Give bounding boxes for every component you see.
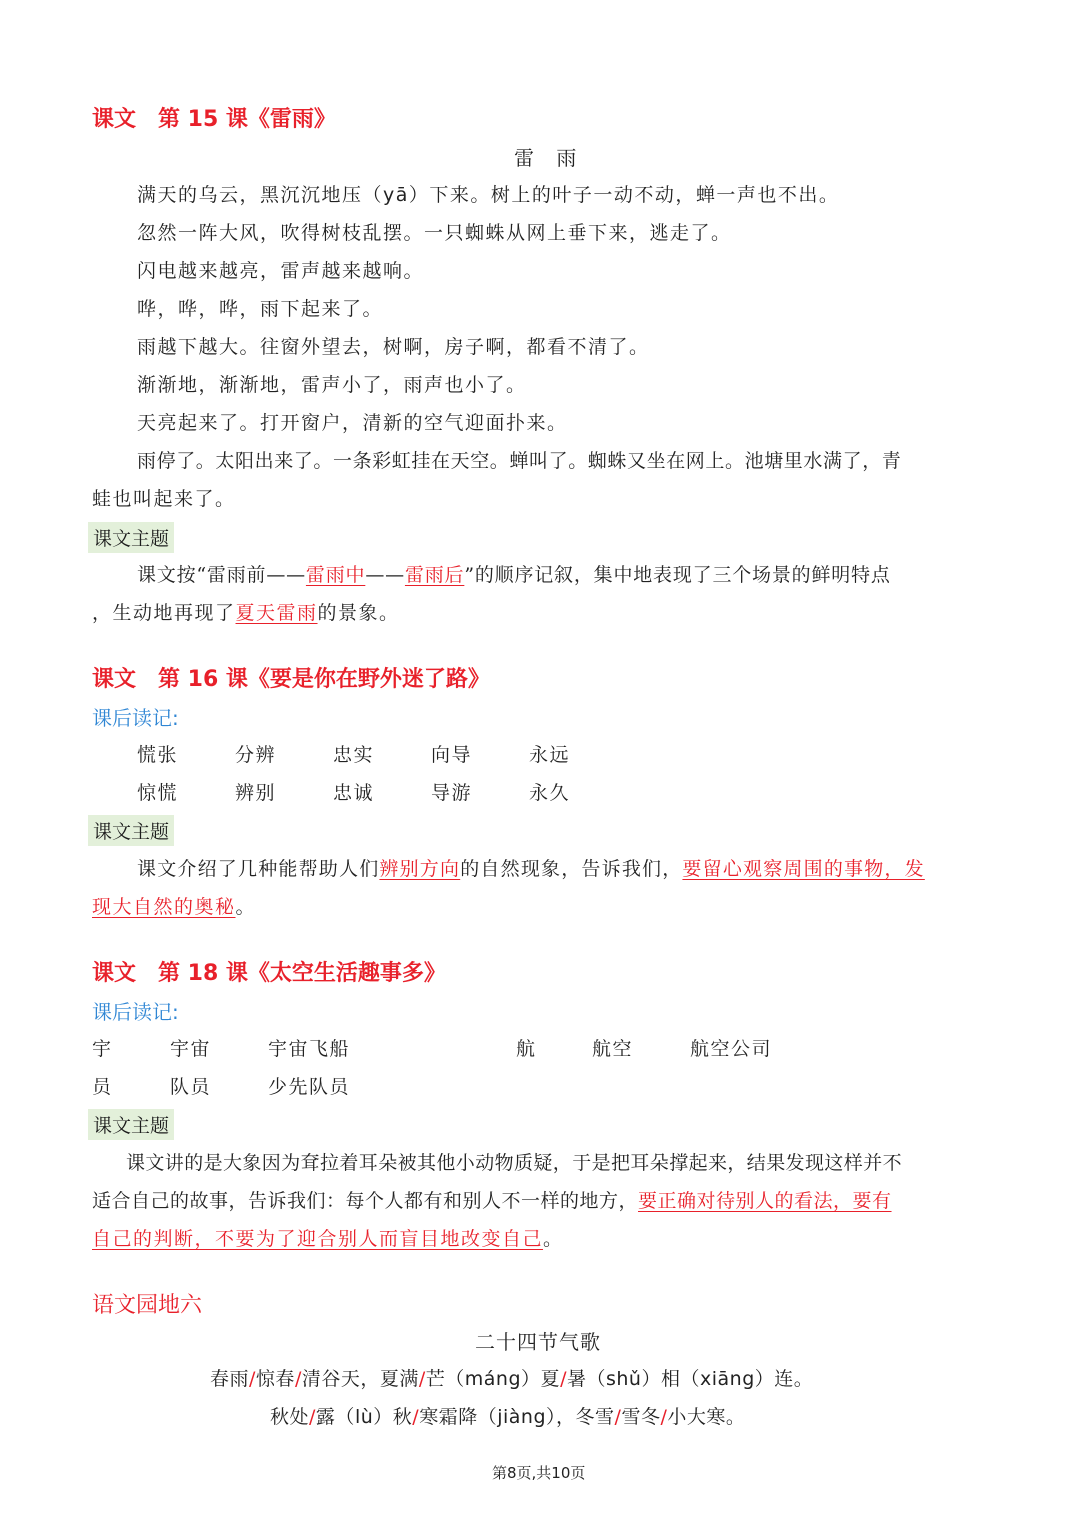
text-span: 适合自己的故事，告诉我们：每个人都有和别人不一样的地方， bbox=[92, 1190, 639, 1212]
highlight-text: 辨别方向 bbox=[379, 858, 461, 880]
word: 忠实 bbox=[333, 744, 375, 766]
text-span: 满天的乌云，黑沉沉地压（ bbox=[137, 184, 384, 206]
text-span: ）秋 bbox=[373, 1406, 413, 1428]
pinyin: xiāng bbox=[699, 1368, 755, 1390]
word: 航 bbox=[516, 1038, 537, 1060]
theme-line-2 bbox=[92, 892, 256, 919]
lesson-18-heading: 课文 第 18 课《太空生活趣事多》 bbox=[92, 961, 446, 986]
word: 分辨 bbox=[235, 744, 277, 766]
highlight-text: 要正确对待别人的看法，要有 bbox=[638, 1190, 892, 1212]
theme-line-1 bbox=[137, 854, 925, 881]
theme-line-2 bbox=[92, 1186, 892, 1213]
slash-mark: / bbox=[418, 1368, 426, 1390]
lesson-16-heading: 课文 第 16 课《要是你在野外迷了路》 bbox=[92, 667, 490, 692]
theme-tag: 课文主题 bbox=[88, 522, 174, 553]
word: 航空公司 bbox=[690, 1038, 773, 1060]
word: 队员 bbox=[170, 1076, 212, 1098]
paragraph-4: 哗，哗，哗，雨下起来了。 bbox=[137, 298, 384, 320]
highlight-text: 雷雨后 bbox=[404, 564, 465, 586]
paragraph-3: 闪电越来越亮，雷声越来越响。 bbox=[137, 260, 425, 282]
word: 惊慌 bbox=[137, 782, 179, 804]
text-span: 的景象。 bbox=[317, 602, 400, 624]
highlight-text: 要留心观察周围的事物，发 bbox=[682, 858, 925, 880]
slash-mark: / bbox=[249, 1368, 256, 1390]
text-span: ）下来。树上的叶子一动不动，蝉一声也不出。 bbox=[408, 184, 840, 206]
slash-mark: / bbox=[309, 1406, 316, 1428]
paragraph-7: 天亮起来了。打开窗户，清新的空气迎面扑来。 bbox=[137, 412, 568, 434]
paragraph-5: 雨越下越大。往窗外望去，树啊，房子啊，都看不清了。 bbox=[137, 336, 650, 358]
word: 永远 bbox=[529, 744, 571, 766]
text-span: ）夏 bbox=[521, 1368, 561, 1390]
word: 少先队员 bbox=[268, 1076, 351, 1098]
text-span: 春雨 bbox=[210, 1368, 250, 1390]
word: 慌张 bbox=[137, 744, 179, 766]
slash-mark: / bbox=[660, 1406, 668, 1428]
theme-tag: 课文主题 bbox=[88, 815, 174, 846]
highlight-text: 雷雨中 bbox=[305, 564, 366, 586]
page-number: 第8页,共10页 bbox=[492, 1464, 586, 1482]
lesson-15-heading: 课文 第 15 课《雷雨》 bbox=[92, 107, 336, 132]
word: 向导 bbox=[431, 744, 473, 766]
poem-line-2 bbox=[270, 1402, 745, 1429]
text-span: 芒（ bbox=[425, 1368, 465, 1390]
highlight-text: 自己的判断，不要为了迎合别人而盲目地改变自己 bbox=[92, 1228, 544, 1250]
text-span: 清谷天，夏满 bbox=[301, 1368, 419, 1390]
word: 员 bbox=[92, 1076, 113, 1098]
slash-mark: / bbox=[294, 1368, 302, 1390]
word: 辨别 bbox=[235, 782, 277, 804]
poem-title: 二十四节气歌 bbox=[475, 1330, 601, 1354]
pinyin: yā bbox=[383, 184, 409, 206]
theme-line-1 bbox=[137, 560, 891, 587]
word: 宇 bbox=[92, 1038, 113, 1060]
text-span: 的自然现象，告诉我们， bbox=[460, 858, 683, 880]
text-span: 寒霜降（ bbox=[419, 1406, 498, 1428]
word: 导游 bbox=[431, 782, 473, 804]
text-span: ）相（ bbox=[641, 1368, 700, 1390]
word: 宇宙 bbox=[170, 1038, 212, 1060]
read-note-label: 课后读记: bbox=[92, 706, 179, 730]
text-span: 露（ bbox=[315, 1406, 355, 1428]
pinyin: jiàng bbox=[497, 1406, 547, 1428]
text-span: —— bbox=[365, 564, 405, 586]
slash-mark: / bbox=[614, 1406, 622, 1428]
paragraph-8-line-1: 雨停了。太阳出来了。一条彩虹挂在天空。蝉叫了。蜘蛛又坐在网上。池塘里水满了，青 bbox=[137, 450, 902, 472]
text-span: 惊春 bbox=[255, 1368, 295, 1390]
text-span: ，生动地再现了 bbox=[92, 602, 236, 624]
paragraph-2: 忽然一阵大风，吹得树枝乱摆。一只蜘蛛从网上垂下来，逃走了。 bbox=[137, 222, 732, 244]
text-span: ”的顺序记叙，集中地表现了三个场景的鲜明特点 bbox=[464, 564, 891, 586]
text-span: 。 bbox=[235, 896, 257, 918]
text-span: 秋处 bbox=[270, 1406, 310, 1428]
theme-tag: 课文主题 bbox=[88, 1109, 174, 1140]
word: 忠诚 bbox=[333, 782, 375, 804]
text-span: ）连。 bbox=[754, 1368, 814, 1390]
highlight-text: 现大自然的奥秘 bbox=[92, 896, 236, 918]
pinyin: shǔ bbox=[605, 1368, 642, 1390]
pinyin: máng bbox=[464, 1368, 522, 1390]
text-span: 暑（ bbox=[566, 1368, 606, 1390]
word: 宇宙飞船 bbox=[268, 1038, 351, 1060]
paragraph-8-line-2: 蛙也叫起来了。 bbox=[92, 488, 236, 510]
read-note-label: 课后读记: bbox=[92, 1000, 179, 1024]
word: 永久 bbox=[529, 782, 571, 804]
text-span: 课文介绍了几种能帮助人们 bbox=[137, 858, 380, 880]
slash-mark: / bbox=[412, 1406, 420, 1428]
text-span: 。 bbox=[543, 1228, 564, 1250]
text-span: ），冬雪 bbox=[546, 1406, 615, 1428]
paragraph-1 bbox=[137, 180, 839, 207]
theme-line-3 bbox=[92, 1224, 564, 1251]
slash-mark: / bbox=[560, 1368, 567, 1390]
text-span: 小大寒。 bbox=[667, 1406, 746, 1428]
poem-line-1 bbox=[210, 1364, 813, 1391]
garden-heading: 语文园地六 bbox=[92, 1293, 203, 1318]
theme-line-1: 课文讲的是大象因为耷拉着耳朵被其他小动物质疑，于是把耳朵撑起来，结果发现这样并不 bbox=[126, 1152, 903, 1174]
text-span: 课文按“雷雨前—— bbox=[137, 564, 306, 586]
word: 航空 bbox=[592, 1038, 634, 1060]
highlight-text: 夏天雷雨 bbox=[235, 602, 318, 624]
text-title: 雷 雨 bbox=[514, 146, 585, 170]
pinyin: lù bbox=[354, 1406, 374, 1428]
text-span: 雪冬 bbox=[621, 1406, 661, 1428]
theme-line-2 bbox=[92, 598, 400, 625]
paragraph-6: 渐渐地，渐渐地，雷声小了，雨声也小了。 bbox=[137, 374, 527, 396]
